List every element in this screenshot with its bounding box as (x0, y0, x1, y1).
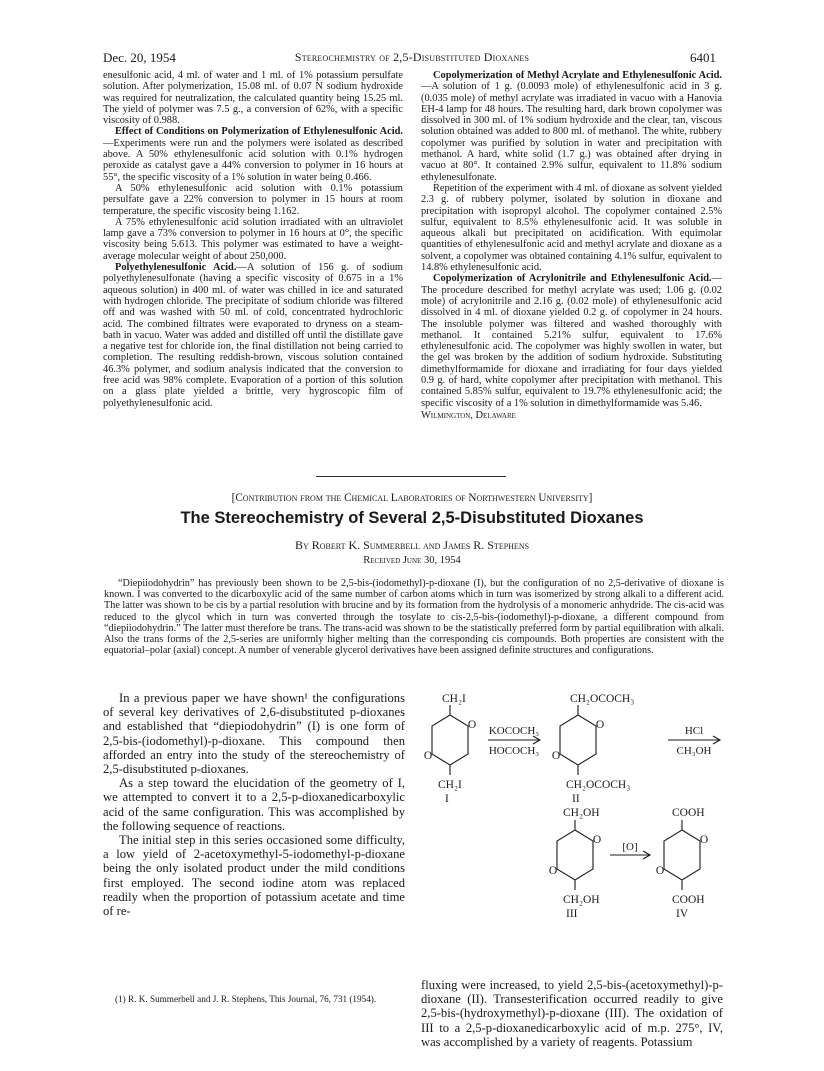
section-heading: Copolymerization of Methyl Acrylate and Ethylenesulfonic Acid. (433, 70, 722, 81)
article-authors: By Robert K. Summerbell and James R. Stephens (294, 538, 530, 552)
reagent-bottom: CH₃OH (676, 745, 712, 757)
oxygen-label: O (551, 750, 561, 762)
header-date: Dec. 20, 1954 (103, 50, 176, 65)
ring-bond-lines (432, 705, 468, 775)
paragraph (421, 273, 722, 409)
paragraph-text: —A solution of 156 g. of sodium polyethylenesulfonate (having a specific viscosity of 0.675 in a 1% aqueous solution) in 400 ml. of water was chilled in ice and saturated with hydrogen chloride. The precipitate of sodium chloride was filtered off and was washed with 50 ml. of cold, concentrated hydrochloric acid. The combined filtrates were evaporated to dryness on a steam-bath in vacuo. Water was added and distilled off until the distillate gave a negative test for chloride ion, the final distillation not being carried to completion. The resulting reddish-brown, viscous solution contained 46.3% polymer, and sodium analysis indicated that the conversion to free acid was 98% complete. Evaporation of a portion of this solution on a glass plate yielded a brittle, very hygroscopic film of polyethylenesulfonic acid. (103, 262, 403, 409)
abstract: “Diepiiodohydrin” has previously been shown to be 2,5-bis-(iodomethyl)-p-dioxane (I), but the configuration of no 2,5-derivative of dioxane is known. I was converted to the dicarboxylic acid of the same number of carbon atoms which in turn was isomerized by strong alkali to a different acid. The latter was shown to be cis by a partial resolution with brucine and by its formation from the hydrolysis of a monomeric anhydride. The cis-acid was reduced to the glycol which in turn was converted through the tosylate to cis-2,5-bis-(iodomethyl)-p-dioxane, a different compound from “diepiiodohydrin.” The latter must therefore be trans. The trans-acid was shown to be the statistically preferred form by partial equilibration with alkali. Also the trans forms of the 2,5-series are uniformly higher melting than the corresponding cis compounds. Both properties are consistent with the equatorial–polar (axial) concept. A number of venerable glycerol derivatives have been assigned definite structures and configurations. (104, 578, 724, 657)
reagent-top: HCl (684, 725, 704, 737)
header-page-number: 6401 (690, 50, 716, 65)
II-top-substituent: CH₂OCOCH₃ (570, 693, 635, 705)
paragraph: The initial step in this series occasioned some difficulty, a low yield of 2-acetoxymethyl-5-iodomethyl-p-dioxane being the only isolated product under the mild conditions first employed. The second iodine atom was replaced readily when the proportion of potassium acetate and time of re- (103, 833, 405, 919)
III-top-substituent: CH₂OH (563, 807, 600, 819)
oxygen-label: O (467, 719, 477, 731)
body-left-column (103, 691, 405, 918)
IV-label: IV (676, 908, 689, 920)
reaction-arrow (668, 736, 720, 744)
section-heading: Effect of Conditions on Polymerization of Ethylenesulfonic Acid. (115, 126, 403, 138)
paragraph: Repetition of the experiment with 4 ml. of dioxane as solvent yielded 2.3 g. of rubbery polymer, isolated by solution in dioxane and precipitation with isopropyl alcohol. The copolymer contained 2.5% sulfur, equivalent to 8.5% ethylenesulfonic acid. It was soluble in aqueous alkali but precipitated on acidification. With equimolar quantities of ethylenesulfonic acid and methyl acrylate and dioxane as a solvent, a copolymer was obtained containing 4.1% sulfur, equivalent to 14.8% ethylenesulfonic acid. (421, 182, 722, 274)
paragraph (103, 126, 403, 182)
reagent-oxidation: [O] (622, 841, 638, 853)
reaction-scheme (420, 690, 724, 974)
paragraph-text: —The procedure described for methyl acrylate was used; 1.06 g. (0.02 mole) of acrylonitrile and 2.16 g. (0.02 mole) of ethylenesulfonic acid dissolved in 4 ml. of dioxane yielded 0.2 g. of copolymer in 24 hours. The insoluble polymer was filtered and washed thoroughly with methanol. It contained 5.21% sulfur, equivalent to 17.6% ethylenesulfonic acid. The copolymer was highly swollen in water, but the gel was broken by the addition of sodium hydroxide. Substituting dimethylformamide for dioxane and irradiating for four days yielded 0.9 g. of hard, white copolymer after precipitation with methanol. This contained 5.85% sulfur, equivalent to 19.7% ethylenesulfonic acid; the specific viscosity of a 1% solution in dimethylformamide was 5.46. (421, 273, 722, 409)
reagent-bottom: HOCOCH₃ (488, 745, 540, 757)
paragraph: A 50% ethylenesulfonic acid solution with 0.1% potassium persulfate gave a 22% conversion to polymer in 15 hours at room temperature, the specific viscosity being 1.162. (103, 182, 403, 217)
II-bottom-substituent: CH₂OCOCH₃ (566, 779, 631, 791)
oxygen-label: O (548, 865, 558, 877)
IV-bottom-substituent: COOH (672, 894, 705, 906)
paragraph: In a previous paper we have shown¹ the configurations of several key derivatives of 2,6-disubstituted p-dioxanes and established that “diepiodohydrin” (I) is one form of 2,5-bis-(iodomethyl)-p-dioxane. This compound then afforded an entry into the study of the stereochemistry of 2,5-disubstituted p-dioxanes. (103, 691, 405, 777)
IV-top-substituent: COOH (672, 807, 705, 819)
oxygen-label: O (699, 834, 709, 846)
oxygen-label: O (592, 834, 602, 846)
section-heading: Copolymerization of Acrylonitrile and Ethylenesulfonic Acid. (433, 273, 712, 285)
received-date: Received June 30, 1954 (363, 555, 461, 566)
paragraph: enesulfonic acid, 4 ml. of water and 1 ml. of 1% potassium persulfate solution. After polymerization, 15.08 ml. of 0.07 N sodium hydroxide was required for neutralization, the calculated quantity being 15.25 ml. The yield of polymer was 7.5 g., a conversion of 62%, with a specific viscosity of 0.988. (103, 70, 403, 127)
I-bottom-substituent: CH₂I (438, 779, 462, 791)
contribution-line: [Contribution from the Chemical Laboratories of Northwestern University] (231, 492, 593, 504)
III-label: III (566, 908, 578, 920)
III-bottom-substituent: CH₂OH (563, 894, 600, 906)
header-running-title: Stereochemistry of 2,5-Disubstituted Dioxanes (294, 50, 530, 64)
paragraph-text: —Experiments were run and the polymers were isolated as described above. A 50% ethylenesulfonic acid solution with 0.1% hydrogen peroxide as catalyst gave a 44% conversion to polymer in 16 hours at 55°, the specific viscosity of a 1% solution in water being 0.466. (103, 137, 403, 183)
paragraph: fluxing were increased, to yield 2,5-bis-(acetoxymethyl)-p-dioxane (II). Transesterification occurred readily to give 2,5-bis-(hydroxymethyl)-p-dioxane (III). The oxidation of III to a 2,5-p-dioxanedicarboxylic acid of m.p. 275°, IV, was accomplished by a variety of reagents. Potassium (421, 978, 723, 1049)
top-left-column (103, 70, 403, 409)
oxygen-label: O (655, 865, 665, 877)
paragraph-text: —A solution of 1 g. (0.0093 mole) of ethylenesulfonic acid in 3 g. (0.035 mole) of methyl acrylate was irradiated in vacuo with a Hanovia EH-4 lamp for 48 hours. The resulting hard, dark brown copolymer was dissolved in 300 ml. of 1% sodium hydroxide and the clear, tan, viscous solution obtained was added to 800 ml. of methanol. The white, rubbery copolymer was purified by solution in water and precipitation with methanol. A hard, white solid (1.7 g.) was obtained after drying in vacuo at 80°. It contained 2.9% sulfur, equivalent to 11.8% sodium ethylenesulfonate. (421, 81, 722, 183)
I-label: I (445, 793, 449, 805)
oxygen-label: O (595, 719, 605, 731)
II-label: II (572, 793, 580, 805)
section-heading: Polyethylenesulfonic Acid. (115, 262, 237, 274)
reaction-arrow (488, 736, 540, 744)
article-title: The Stereochemistry of Several 2,5-Disubstituted Dioxanes (180, 509, 644, 527)
location: Wilmington, Delaware (421, 409, 516, 421)
I-top-substituent: CH₂I (442, 693, 466, 705)
paragraph: As a step toward the elucidation of the geometry of I, we attempted to convert it to a 2,5-p-dioxanedicarboxylic acid of the same configuration. This was accomplished by the following sequence of reactions. (103, 776, 405, 833)
separator-rule (316, 476, 506, 477)
paragraph (421, 70, 722, 183)
paragraph: A 75% ethylenesulfonic acid solution irradiated with an ultraviolet lamp gave a 73% conversion to polymer in 16 hours at 0°, the specific viscosity being 5.613. This polymer was estimated to have a weight-average molecular weight of about 250,000. (103, 216, 403, 262)
body-right-column (421, 978, 723, 1049)
top-right-column (421, 70, 722, 421)
footnote: (1) R. K. Summerbell and J. R. Stephens, This Journal, 76, 731 (1954). (115, 994, 377, 1004)
oxygen-label: O (423, 750, 433, 762)
paragraph (103, 262, 403, 409)
reagent-top: KOCOCH₃ (488, 725, 540, 737)
